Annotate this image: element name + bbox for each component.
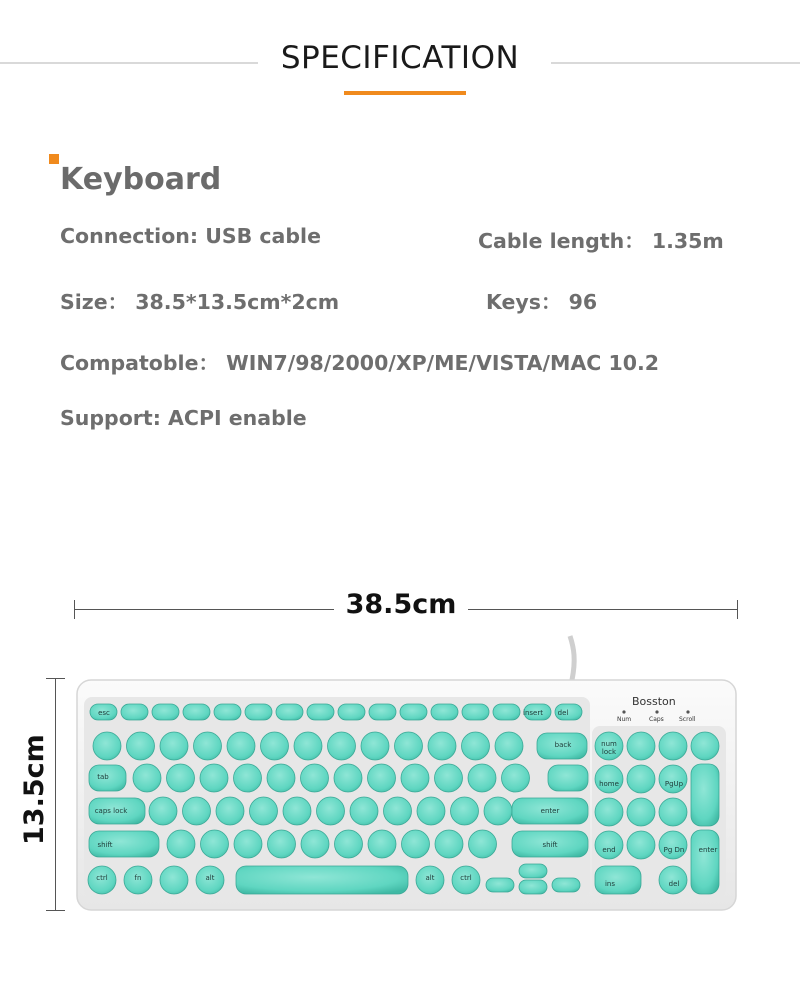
key-backslash	[548, 765, 588, 791]
key-label-ctrl-left: ctrl	[96, 874, 108, 882]
key-label-alt-right: alt	[425, 874, 435, 882]
key-zxcv-0	[167, 830, 195, 858]
key-fn-row-10	[400, 704, 427, 720]
led-caps	[655, 710, 658, 713]
key-fn-row-5	[245, 704, 272, 720]
key-numpad-3-2	[659, 831, 687, 859]
key-qwerty-8	[401, 764, 429, 792]
key-numpad-enter	[691, 830, 719, 894]
key-number-11	[462, 732, 490, 760]
key-label-enter: enter	[540, 807, 560, 815]
key-numpad-2-0	[595, 798, 623, 826]
key-label-insert: insert	[523, 709, 543, 717]
key-arrow-left	[486, 878, 514, 892]
key-qwerty-2	[200, 764, 228, 792]
key-label-numpad-del: del	[668, 880, 680, 888]
key-arrow-right	[552, 878, 580, 892]
spec-cable-length: Cable length： 1.35m	[478, 229, 724, 253]
key-numpad-2-1	[627, 798, 655, 826]
key-asdf-3	[250, 797, 278, 825]
key-fn-row-8	[338, 704, 365, 720]
key-fn-row-3	[183, 704, 210, 720]
title-underline	[344, 91, 466, 95]
key-number-6	[294, 732, 322, 760]
key-label-shift-right: shift	[542, 841, 558, 849]
key-numpad-1-0	[595, 765, 623, 793]
spec-size: Size： 38.5*13.5cm*2cm	[60, 290, 340, 314]
key-qwerty-9	[435, 764, 463, 792]
width-dimension-cap-right	[737, 600, 738, 619]
key-numpad-3-1	[627, 831, 655, 859]
key-number-0	[93, 732, 121, 760]
key-qwerty-5	[301, 764, 329, 792]
led-label-num: Num	[617, 716, 632, 723]
key-arrow-down	[519, 880, 547, 894]
key-asdf-10	[484, 797, 512, 825]
spec-compatible: Compatoble： WIN7/98/2000/XP/ME/VISTA/MAC 10.2	[60, 351, 660, 375]
key-numpad-top-3	[691, 732, 719, 760]
key-zxcv-9	[469, 830, 497, 858]
key-numpad-2-2	[659, 798, 687, 826]
key-asdf-7	[384, 797, 412, 825]
key-qwerty-4	[267, 764, 295, 792]
spec-support: Support: ACPI enable	[60, 406, 307, 430]
key-qwerty-11	[502, 764, 530, 792]
brand-logo: Bosston	[632, 695, 676, 708]
key-label-shift-left: shift	[97, 841, 113, 849]
width-dimension-label: 38.5cm	[334, 589, 468, 620]
key-label-back: back	[554, 741, 572, 749]
key-asdf-8	[417, 797, 445, 825]
key-qwerty-10	[468, 764, 496, 792]
key-numpad-top-2	[659, 732, 687, 760]
key-zxcv-3	[268, 830, 296, 858]
key-label-alt-left: alt	[205, 874, 215, 882]
key-number-4	[227, 732, 255, 760]
key-asdf-9	[451, 797, 479, 825]
key-label-pgup: PgUp	[664, 780, 684, 788]
spec-connection: Connection: USB cable	[60, 224, 321, 248]
key-numpad-1-1	[627, 765, 655, 793]
led-label-caps: Caps	[649, 716, 664, 723]
key-label-home: home	[599, 780, 619, 788]
key-fn-row-2	[152, 704, 179, 720]
key-asdf-2	[216, 797, 244, 825]
key-number-2	[160, 732, 188, 760]
key-fn-row-7	[307, 704, 334, 720]
section-title: Keyboard	[60, 162, 222, 197]
key-label-del: del	[557, 709, 569, 717]
key-zxcv-2	[234, 830, 262, 858]
key-fn-row-9	[369, 704, 396, 720]
key-arrow-up	[519, 864, 547, 878]
key-label-caps-lock: caps lock	[94, 807, 128, 815]
key-number-8	[361, 732, 389, 760]
key-fn-row-12	[462, 704, 489, 720]
spec-keys: Keys： 96	[486, 290, 598, 314]
key-number-5	[261, 732, 289, 760]
key-label-ctrl-right: ctrl	[460, 874, 472, 882]
key-label-num-lock: num lock	[601, 740, 617, 756]
key-qwerty-0	[133, 764, 161, 792]
key-label-numpad-enter: enter	[698, 846, 718, 854]
key-numpad-plus	[691, 764, 719, 826]
section-bullet	[49, 154, 59, 164]
key-label-end: end	[602, 846, 616, 854]
key-number-7	[328, 732, 356, 760]
key-zxcv-6	[368, 830, 396, 858]
key-qwerty-7	[368, 764, 396, 792]
key-space	[236, 866, 408, 894]
key-label-fn: fn	[134, 874, 142, 882]
key-number-1	[127, 732, 155, 760]
led-num	[622, 710, 625, 713]
key-label-pgdn: Pg Dn	[663, 846, 685, 854]
key-asdf-4	[283, 797, 311, 825]
key-zxcv-1	[201, 830, 229, 858]
key-win	[160, 866, 188, 894]
key-fn-row-13	[493, 704, 520, 720]
key-fn-row-11	[431, 704, 458, 720]
key-asdf-0	[149, 797, 177, 825]
page-title: SPECIFICATION	[280, 40, 520, 76]
key-zxcv-5	[335, 830, 363, 858]
key-number-10	[428, 732, 456, 760]
key-asdf-1	[183, 797, 211, 825]
key-fn-row-6	[276, 704, 303, 720]
key-fn-row-1	[121, 704, 148, 720]
key-zxcv-8	[435, 830, 463, 858]
key-qwerty-6	[334, 764, 362, 792]
key-zxcv-7	[402, 830, 430, 858]
led-label-scroll: Scroll	[679, 716, 696, 723]
key-numpad-1-2	[659, 765, 687, 793]
key-numpad-top-1	[627, 732, 655, 760]
key-asdf-5	[317, 797, 345, 825]
key-label-esc: esc	[98, 709, 110, 717]
key-fn-row-4	[214, 704, 241, 720]
key-zxcv-4	[301, 830, 329, 858]
key-numpad-3-0	[595, 831, 623, 859]
width-dimension-cap-left	[74, 600, 75, 619]
key-number-3	[194, 732, 222, 760]
usb-cable	[570, 636, 574, 680]
key-qwerty-3	[234, 764, 262, 792]
key-label-tab: tab	[97, 773, 109, 781]
key-qwerty-1	[167, 764, 195, 792]
height-dimension-label: 13.5cm	[15, 735, 55, 845]
key-number-12	[495, 732, 523, 760]
led-scroll	[686, 710, 689, 713]
key-number-9	[395, 732, 423, 760]
key-label-ins: ins	[604, 880, 616, 888]
key-asdf-6	[350, 797, 378, 825]
